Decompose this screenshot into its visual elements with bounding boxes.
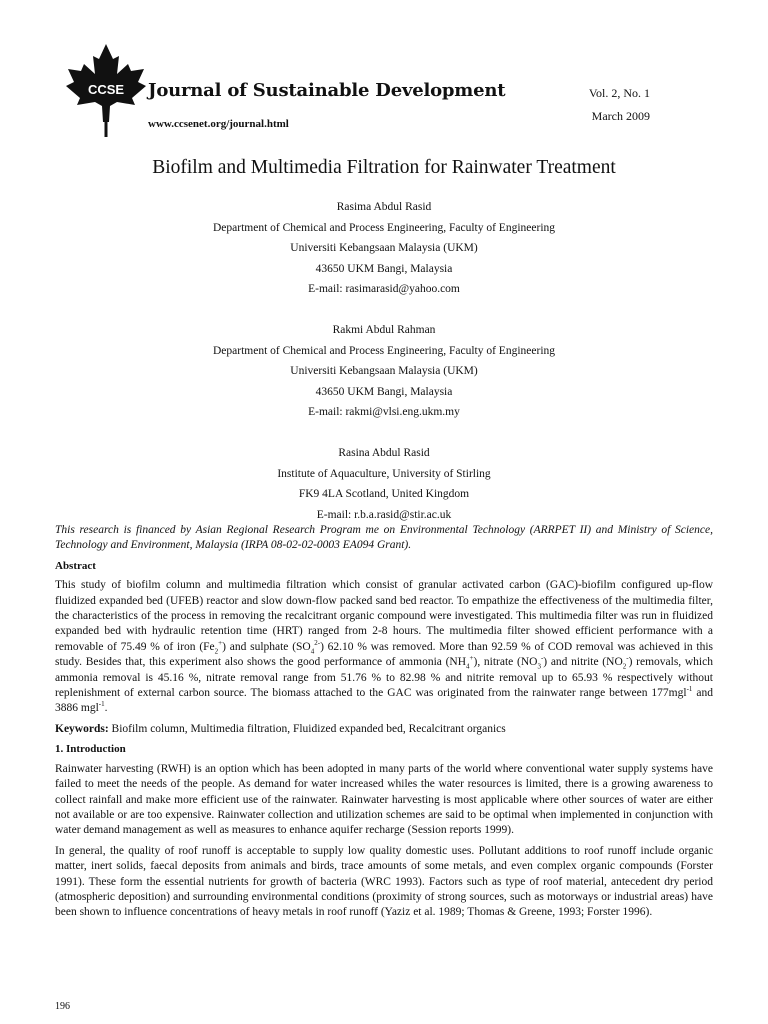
- author-block-3: [0, 443, 768, 525]
- journal-url[interactable]: www.ccsenet.org/journal.html: [148, 118, 289, 130]
- author-name: Rakmi Abdul Rahman: [332, 323, 436, 336]
- paper-title: Biofilm and Multimedia Filtration for Rainwater Treatment: [152, 157, 616, 178]
- author-email[interactable]: E-mail: r.b.a.rasid@stir.ac.uk: [316, 508, 452, 521]
- author-department: Department of Chemical and Process Engineering, Faculty of Engineering: [212, 344, 556, 357]
- author-university: Universiti Kebangsaan Malaysia (UKM): [290, 365, 478, 378]
- introduction-paragraph-2: In general, the quality of roof runoff is acceptable to supply low quality domestic uses. Pollutant additions to roof runoff include organic matter, inert solids, faecal deposits from animals and birds, trace amounts of some metals, and even complex organic compounds (Forster 1991). These form the essential nutrients for growth of bacteria (WRC 1993). Factors such as type of roof material, antecedent dry period (atmospheric deposition) and surrounding environmental conditions (proximity of strong sources, such as motorways or industrial areas) have been shown to influence concentrations of heavy metals in roof runoff (Yaziz et al. 1989; Thomas & Greene, 1993; Forster 1996).: [55, 844, 713, 919]
- author-email[interactable]: E-mail: rakmi@vlsi.eng.ukm.my: [308, 406, 460, 419]
- author-block-2: [0, 320, 768, 423]
- journal-header: [0, 0, 768, 150]
- volume-number: Vol. 2, No. 1: [588, 86, 650, 100]
- author-list: [0, 197, 768, 525]
- introduction-paragraph-1: Rainwater harvesting (RWH) is an option which has been adopted in many parts of the world where conventional water supply systems have failed to meet the needs of the people. As demand for water increased whiles the water resources is limited, there is a growing awareness to collect rainfall and make more efficient use of the rainwater. Rainwater harvesting is most applicable where other sources of water are either not available or are too expensive. Rainwater collection and utilization schemes are said to be optimal when implemented in conjunction with water demand management as well as measures to enhance aquifer recharge (Session reports 1999).: [55, 762, 713, 837]
- author-department: Institute of Aquaculture, University of Stirling: [277, 467, 491, 480]
- introduction-heading: 1. Introduction: [55, 743, 126, 756]
- keywords-label: Keywords:: [55, 722, 109, 735]
- funding-note: This research is financed by Asian Regional Research Program me on Environmental Technology (ARRPET II) and Ministry of Science, Technology and Environment, Malaysia (IRPA 08-02-02-0003 EA094 Grant).: [55, 524, 713, 552]
- keywords-list: Biofilm column, Multimedia filtration, Fluidized expanded bed, Recalcitrant organics: [108, 722, 506, 735]
- abstract-text: This study of biofilm column and multimedia filtration which consist of granular activated carbon (GAC)-biofilm configured up-flow fluidized expanded bed (UFEB) reactor and slow down-flow packed sand bed reactor. To empathize the effectiveness of the multimedia filter, the characteristics of the process in removing the recalcitrant organic compound were investigated. This multimedia filter was run in fluidized expanded bed with hydraulic retention time (HRT) ranged from 2-8 hours. The multimedia filter showed efficient performance with a removable of 75.49 % of iron $(Fe_2^+)$ and sulphate $(SO_4^{2-})$ 62.10 % was removed. More than 92.59 % of COD removal was achieved in this study. Besides that, this experiment also shows the good performance of ammonia $(NH_4^+)$, nitrate $(NO_3^-)$ and nitrite $(NO_2^-)$ removals, which ammonia removal is 45.16 %, nitrate removal range from 51.76 % to 82.98 % and nitrite removal up to 65.93 % respectively without replenishment of external carbon source. The biomass attached to the GAC was originated from the rainwater range between 177mgl$^{-1}$ and 3886 mgl$^{-1}$.: [55, 579, 713, 715]
- journal-title: Journal of Sustainable Development: [148, 80, 506, 101]
- issue-date: March 2009: [591, 109, 650, 123]
- page-number: 196: [55, 1001, 70, 1012]
- author-address: FK9 4LA Scotland, United Kingdom: [298, 488, 470, 501]
- abstract-heading: Abstract: [55, 559, 96, 572]
- author-department: Department of Chemical and Process Engineering, Faculty of Engineering: [212, 221, 556, 234]
- ccse-maple-leaf-logo: [64, 42, 148, 138]
- logo-text: CCSE: [87, 82, 125, 97]
- author-name: Rasima Abdul Rasid: [336, 201, 432, 213]
- author-university: Universiti Kebangsaan Malaysia (UKM): [290, 242, 478, 255]
- author-address: 43650 UKM Bangi, Malaysia: [315, 262, 453, 275]
- author-address: 43650 UKM Bangi, Malaysia: [315, 385, 453, 398]
- author-block-1: [0, 197, 768, 300]
- author-email[interactable]: E-mail: rasimarasid@yahoo.com: [308, 283, 460, 296]
- author-name: Rasina Abdul Rasid: [338, 446, 430, 459]
- keywords: [55, 722, 713, 737]
- paper-body: [55, 523, 713, 926]
